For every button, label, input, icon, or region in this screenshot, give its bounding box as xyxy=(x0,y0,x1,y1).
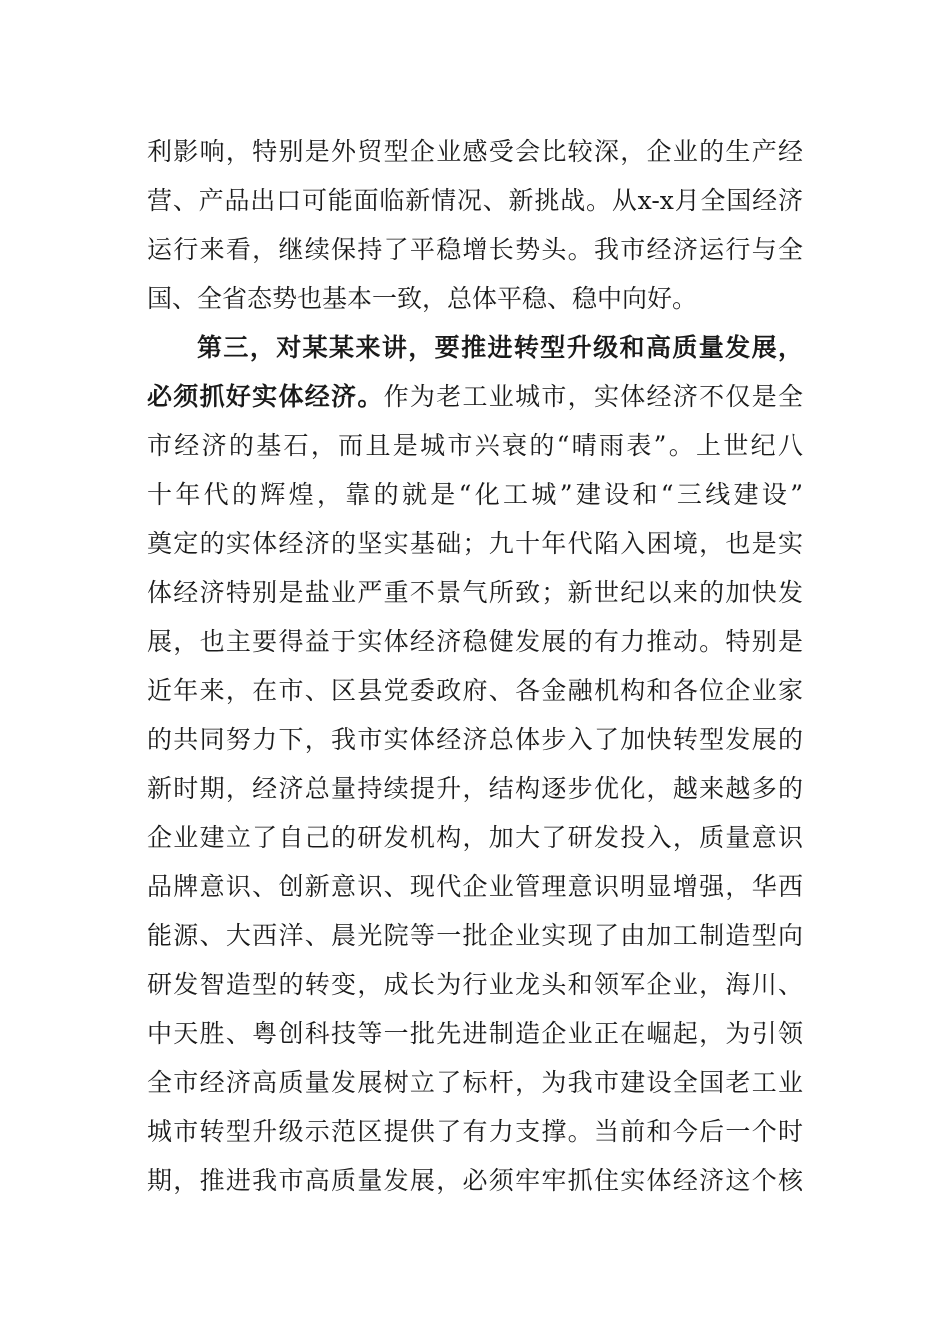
heading-line-1: 第三，对某某来讲，要推进转型升级和高质量发展， xyxy=(197,333,803,362)
text-line-19: 中天胜、粤创科技等一批先进制造企业正在崛起，为引领 xyxy=(147,1019,803,1048)
text-line-11: 展，也主要得益于实体经济稳健发展的有力推动。特别是 xyxy=(147,627,803,656)
text-line-22: 期，推进我市高质量发展，必须牢牢抓住实体经济这个核 xyxy=(147,1166,803,1195)
text-line-8: 十年代的辉煌，靠的就是“化工城”建设和“三线建设” xyxy=(147,480,803,509)
text-line-20: 全市经济高质量发展树立了标杆，为我市建设全国老工业 xyxy=(147,1068,803,1097)
text-line-7: 市经济的基石，而且是城市兴衰的“晴雨表”。上世纪八 xyxy=(147,431,803,460)
text-line-21: 城市转型升级示范区提供了有力支撑。当前和今后一个时 xyxy=(147,1117,803,1146)
heading-line-2: 必须抓好实体经济。 xyxy=(147,382,384,411)
text-line-14: 新时期，经济总量持续提升，结构逐步优化，越来越多的 xyxy=(147,774,803,803)
text-line-6-rest: 作为老工业城市，实体经济不仅是全 xyxy=(383,382,803,411)
text-line-15: 企业建立了自己的研发机构，加大了研发投入，质量意识 xyxy=(147,823,803,852)
text-line-17: 能源、大西洋、晨光院等一批企业实现了由加工制造型向 xyxy=(147,921,803,950)
text-line-6 xyxy=(147,377,803,417)
text-line-18: 研发智造型的转变，成长为行业龙头和领军企业，海川、 xyxy=(147,970,803,999)
text-line-16: 品牌意识、创新意识、现代企业管理意识明显增强，华西 xyxy=(147,872,803,901)
text-line-3: 运行来看，继续保持了平稳增长势头。我市经济运行与全 xyxy=(147,235,803,264)
text-line-2: 营、产品出口可能面临新情况、新挑战。从x-x月全国经济 xyxy=(147,186,803,215)
text-line-12: 近年来，在市、区县党委政府、各金融机构和各位企业家 xyxy=(147,676,803,705)
text-line-13: 的共同努力下，我市实体经济总体步入了加快转型发展的 xyxy=(147,725,803,754)
text-line-4: 国、全省态势也基本一致，总体平稳、稳中向好。 xyxy=(147,284,698,313)
text-line-9: 奠定的实体经济的坚实基础；九十年代陷入困境，也是实 xyxy=(147,529,803,558)
text-line-10: 体经济特别是盐业严重不景气所致；新世纪以来的加快发 xyxy=(147,578,803,607)
text-line-1: 利影响，特别是外贸型企业感受会比较深，企业的生产经 xyxy=(147,137,803,166)
